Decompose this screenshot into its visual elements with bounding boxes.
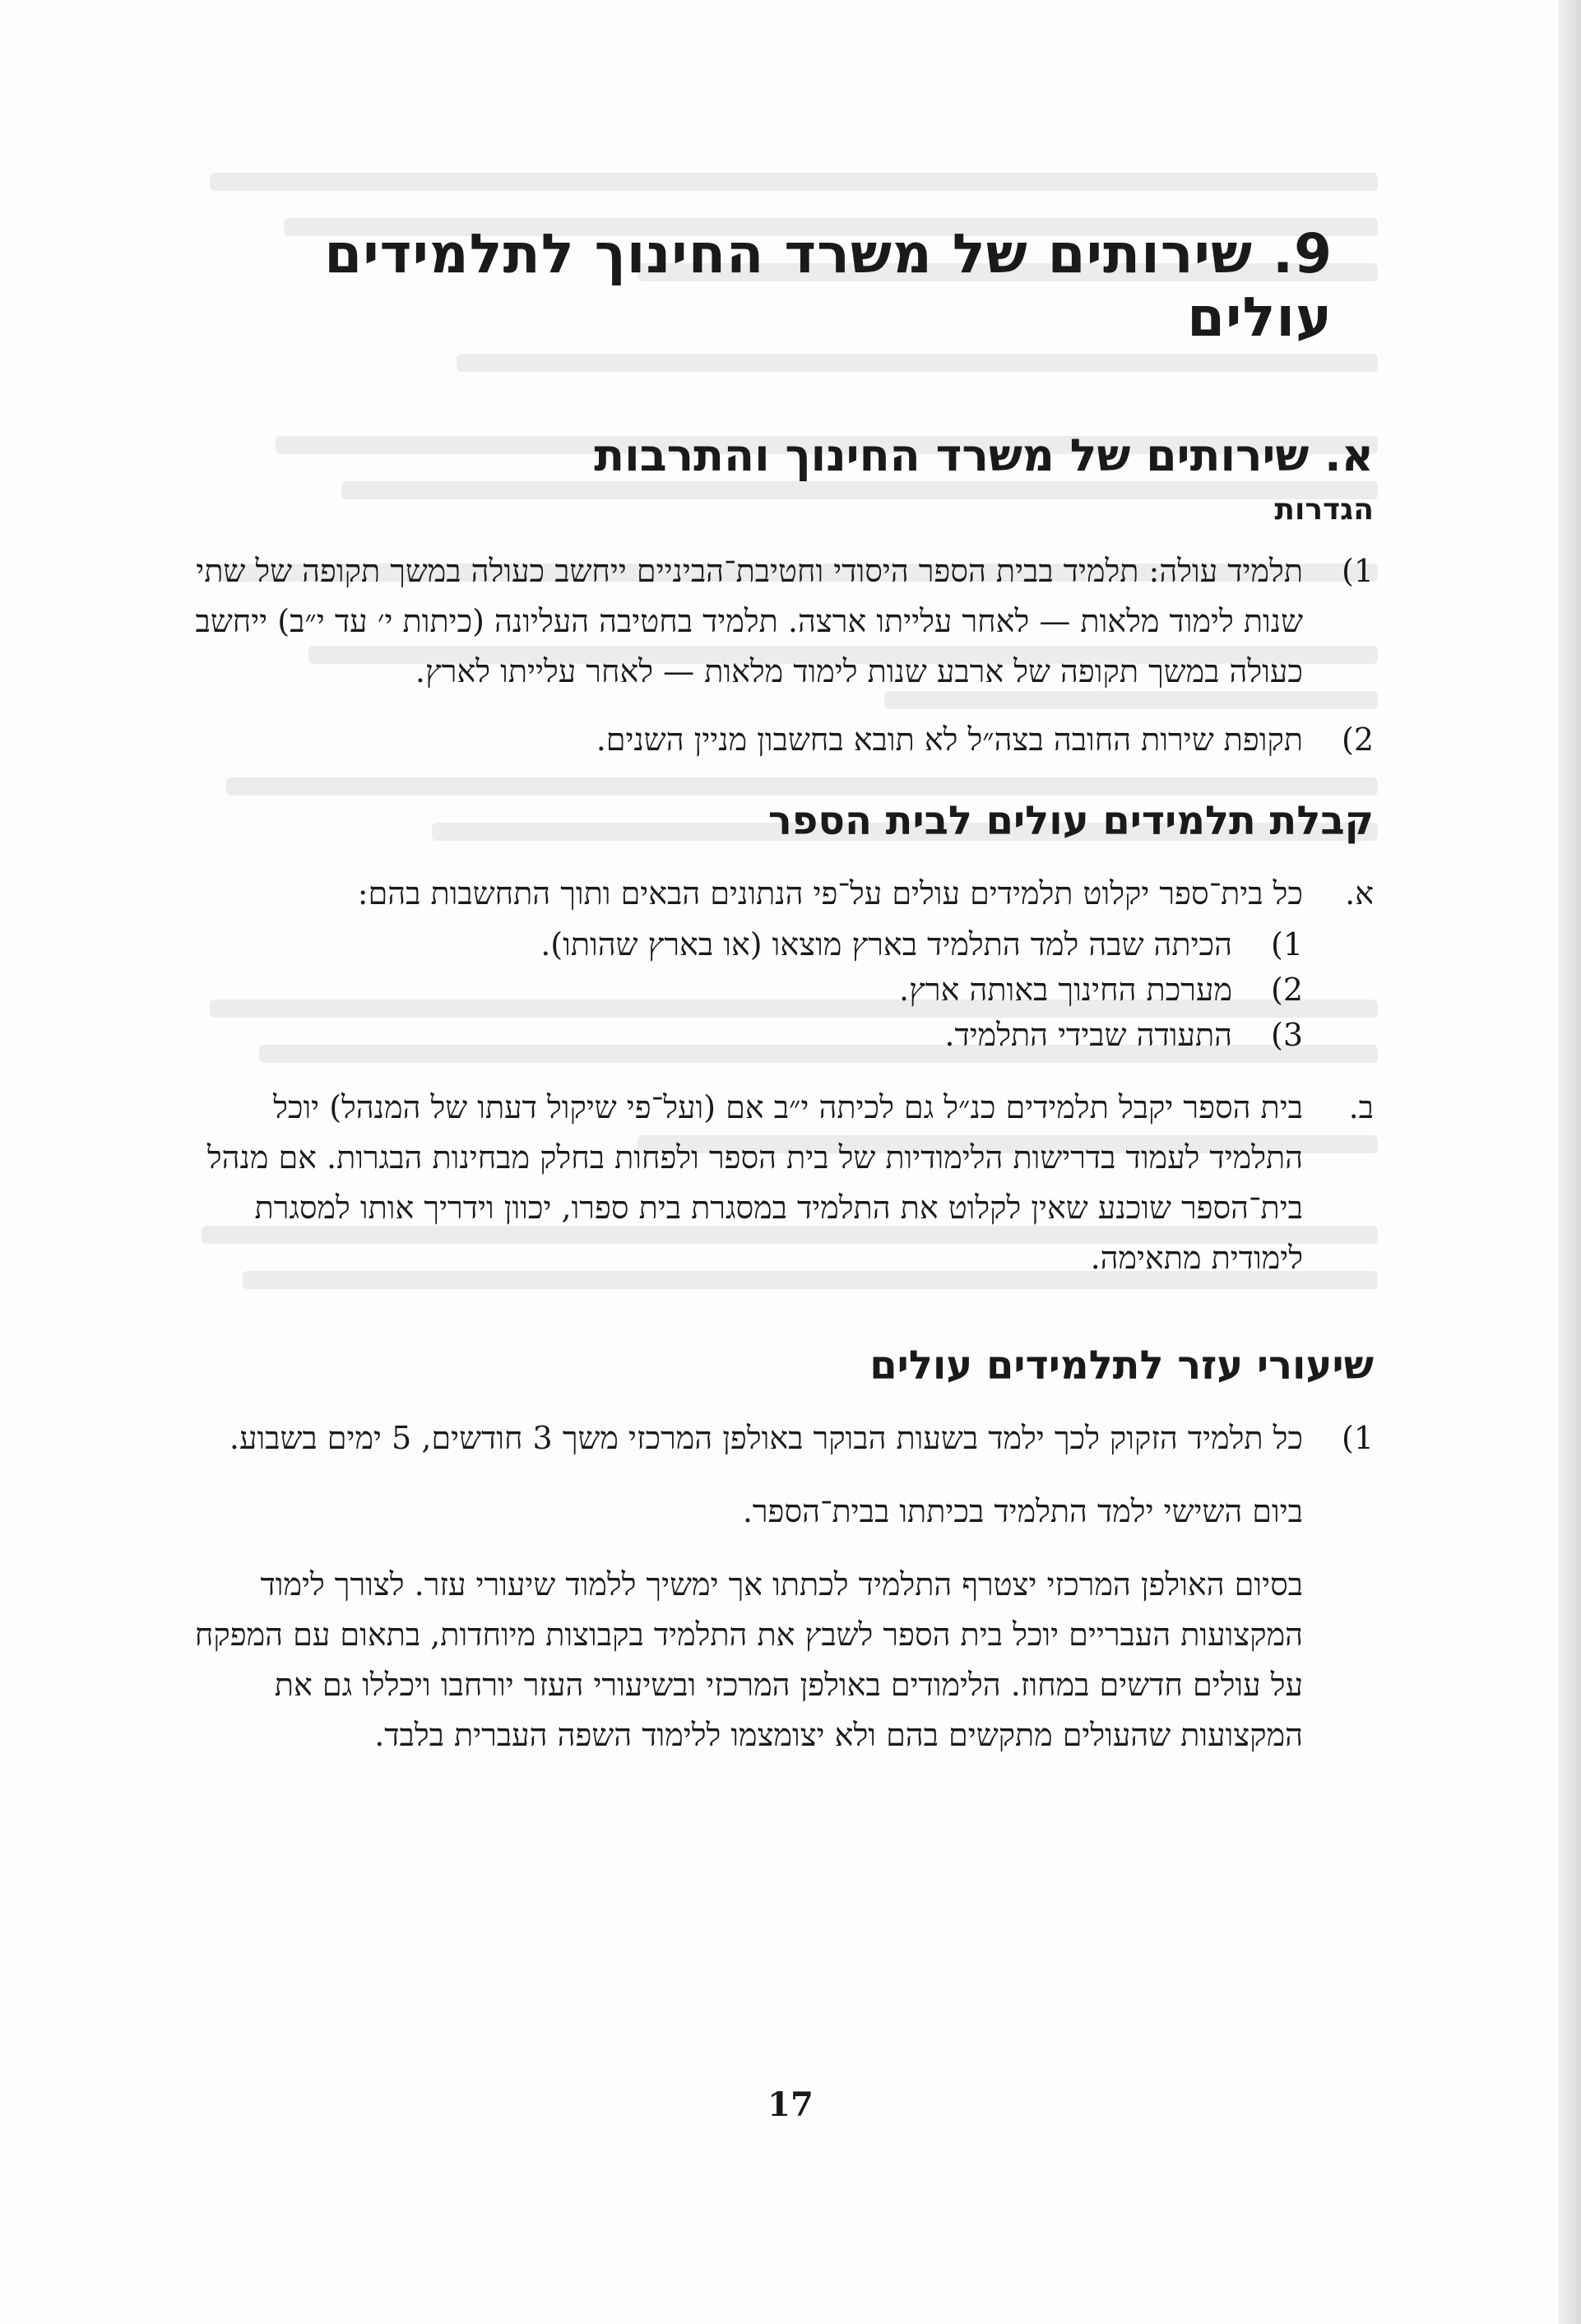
definitions-label: הגדרות xyxy=(1274,493,1374,526)
item-text: בית הספר יקבל תלמידים כנ״ל גם לכיתה י״ב אם (ועל־פי שיקול דעתו של המנהל) יוכל התלמיד לעמוד בדרישות הלימודיות של בית הספר ולפחות בחלק מבחינות הבגרות. אם מנהל בית־הספר שוכנע שאין לקלוט את התלמיד במסגרת בית ספרו, יכוון וידריך אותו למסגרת לימודית מתאימה. xyxy=(206,1089,1303,1276)
intake-sub-item xyxy=(189,967,1374,1013)
section-a-title: א. שירותים של משרד החינוך והתרבות xyxy=(594,429,1374,481)
sub-item-number: 1) xyxy=(1270,926,1303,963)
item-text: כל תלמיד הזקוק לכך ילמד בשעות הבוקר באולפן המרכזי משך 3 חודשים, 5 ימים בשבוע. xyxy=(229,1420,1303,1456)
help-item xyxy=(189,1413,1374,1464)
definition-item xyxy=(189,715,1374,765)
intake-item-b xyxy=(189,1083,1374,1283)
definition-item xyxy=(189,546,1374,697)
section-intake-title: קבלת תלמידים עולים לבית הספר xyxy=(767,798,1374,844)
intake-sub-item xyxy=(189,1013,1374,1058)
section-help-title: שיעורי עזר לתלמידים עולים xyxy=(869,1343,1374,1389)
sub-item-number: 3) xyxy=(1270,1017,1303,1053)
help-paragraph: ביום השישי ילמד התלמיד בכיתתו בבית־הספר. xyxy=(742,1493,1303,1529)
help-paragraph: בסיום האולפן המרכזי יצטרף התלמיד לכתתו אך ימשיך ללמוד שיעורי עזר. לצורך לימוד המקצועות העבריים יוכל בית הספר לשבץ את התלמיד בקבוצות מיוחדות, בתאום עם המפקח על עולים חדשים במחוז. הלימודים באולפן המרכזי ובשיעורי העזר יורחבו ויכללו גם את המקצועות שהעולים מתקשים בהם ולא יצומצמו ללימוד השפה העברית בלבד. xyxy=(194,1566,1303,1753)
item-text: תקופת שירות החובה בצה״ל לא תובא בחשבון מניין השנים. xyxy=(596,721,1303,758)
intake-item-a xyxy=(189,869,1374,919)
item-letter: ב. xyxy=(1348,1089,1374,1125)
chapter-title: 9. שירותים של משרד החינוך לתלמידים עולים xyxy=(324,222,1333,349)
item-text: כל בית־ספר יקלוט תלמידים עולים על־פי הנתונים הבאים ותוך התחשבות בהם: xyxy=(357,875,1303,912)
item-letter: א. xyxy=(1345,875,1374,912)
item-number: 2) xyxy=(1341,721,1374,758)
sub-item-text: מערכת החינוך באותה ארץ. xyxy=(899,972,1232,1008)
page-content xyxy=(189,222,1374,1760)
sub-item-text: התעודה שבידי התלמיד. xyxy=(944,1017,1232,1053)
sub-item-number: 2) xyxy=(1270,972,1303,1008)
sub-item-text: הכיתה שבה למד התלמיד בארץ מוצאו (או בארץ שהותו). xyxy=(540,926,1232,963)
item-number: 1) xyxy=(1341,1420,1374,1456)
intake-sub-item xyxy=(189,922,1374,967)
item-number: 1) xyxy=(1341,553,1374,589)
page-edge-shadow xyxy=(1558,0,1581,2324)
item-text: תלמיד עולה: תלמיד בבית הספר היסודי וחטיבת־הביניים ייחשב כעולה במשך תקופה של שתי שנות לימוד מלאות — לאחר עלייתו ארצה. תלמיד בחטיבה העליונה (כיתות י׳ עד י״ב) ייחשב כעולה במשך תקופה של ארבע שנות לימוד מלאות — לאחר עלייתו לארץ. xyxy=(195,553,1303,689)
page-number: 17 xyxy=(767,2085,814,2124)
